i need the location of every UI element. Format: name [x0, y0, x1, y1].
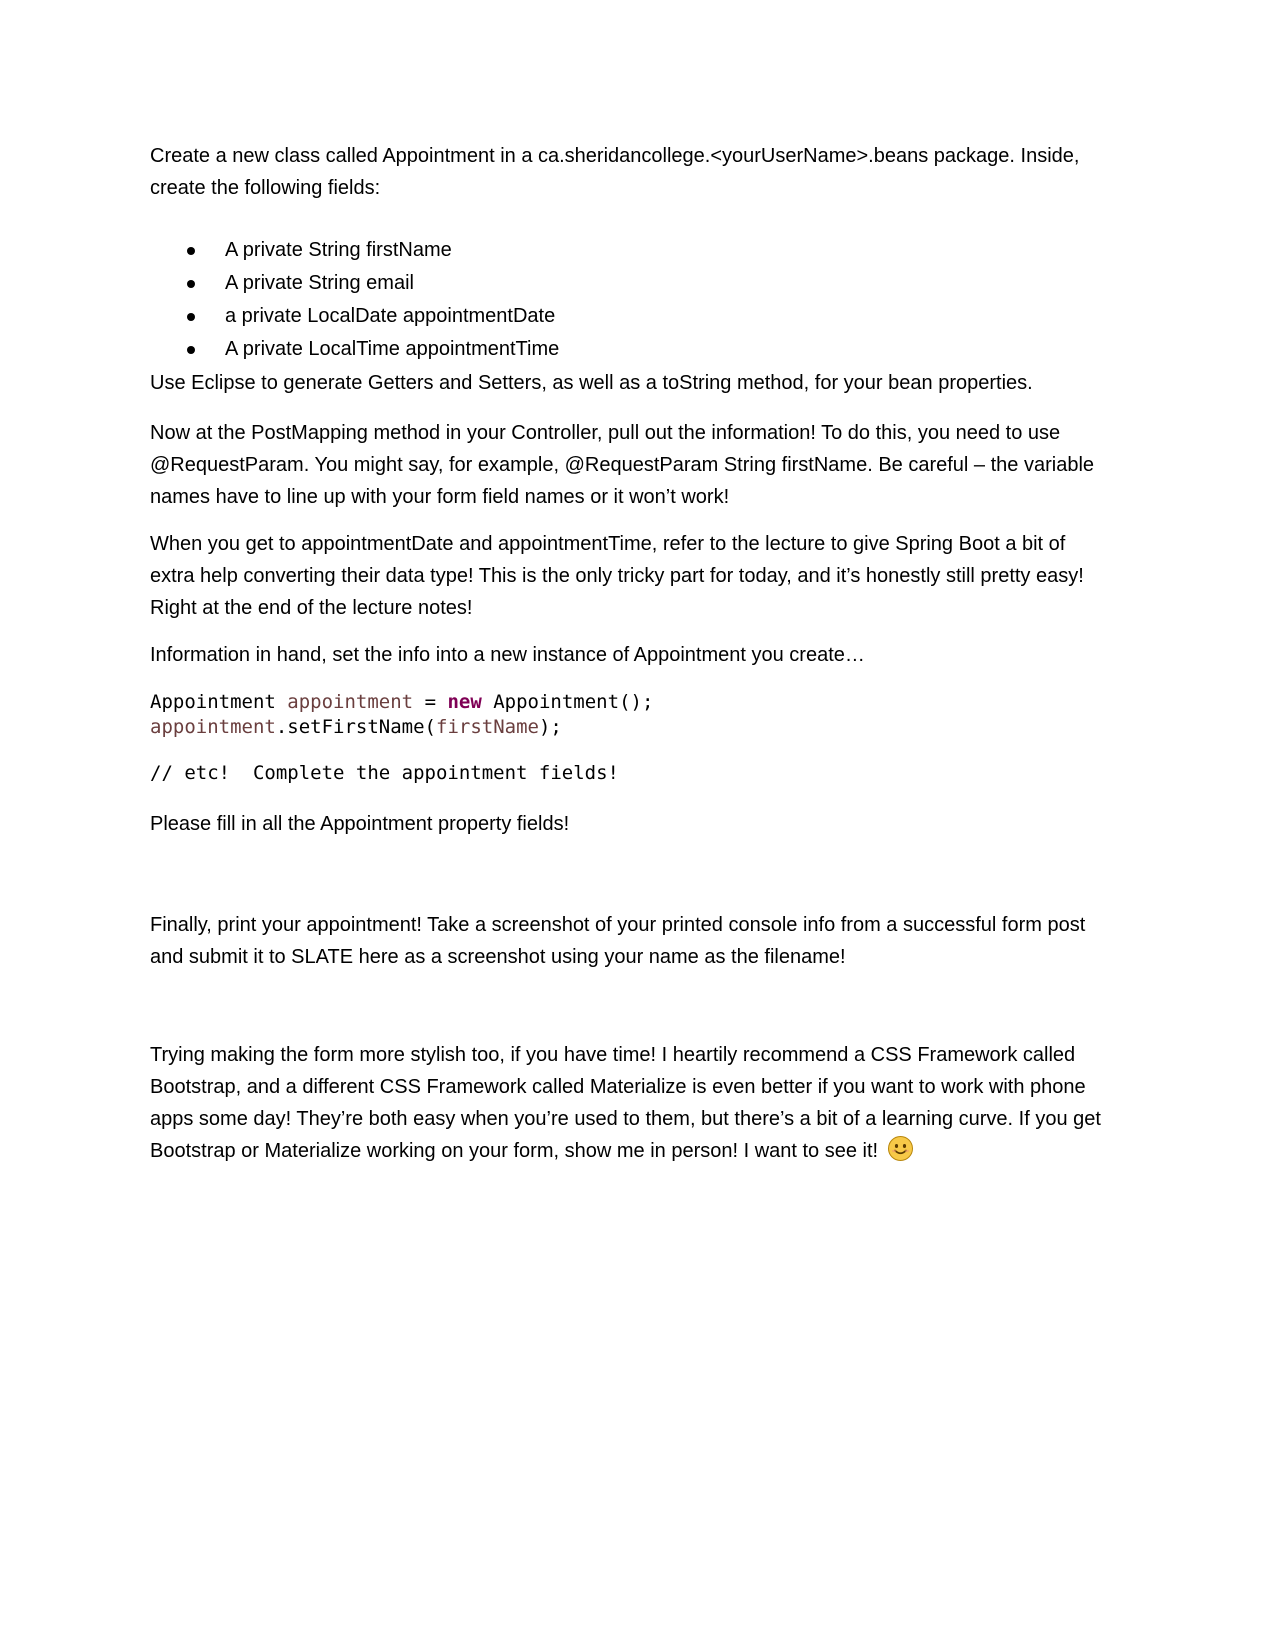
stylish-line-4: Bootstrap or Materialize working on your form, show me in person! I want to see it!: [150, 1140, 879, 1162]
postmapping-line-1: Now at the PostMapping method in your Controller, pull out the information! To do this, you need to use: [150, 422, 1061, 444]
fields-list: [150, 234, 559, 366]
code-keyword: new: [447, 691, 482, 713]
field-text: A private String email: [225, 272, 414, 294]
field-text: A private LocalTime appointmentTime: [225, 338, 560, 360]
code-end: );: [538, 716, 562, 738]
finally-paragraph: [150, 909, 1130, 973]
stylish-line-3: apps some day! They’re both easy when you’re used to them, but there’s a bit of a learning curve. If you get: [150, 1108, 1101, 1130]
stylish-line-2: Bootstrap, and a different CSS Framework called Materialize is even better if you want to work with phone: [150, 1076, 1086, 1098]
eclipse-paragraph: Use Eclipse to generate Getters and Setters, as well as a toString method, for your bean properties.: [150, 372, 1033, 394]
code-block: [150, 690, 653, 740]
date-time-line-2: extra help converting their data type! This is the only tricky part for today, and it’s honestly still pretty easy!: [150, 565, 1084, 587]
smiley-icon: [888, 1136, 913, 1161]
fill-in-paragraph: Please fill in all the Appointment property fields!: [150, 813, 570, 835]
code-variable: appointment: [150, 716, 276, 738]
list-item: [150, 333, 559, 366]
field-text: A private String firstName: [225, 239, 452, 261]
bullet-icon: [187, 346, 195, 354]
postmapping-paragraph: [150, 417, 1130, 513]
field-text: a private LocalDate appointmentDate: [225, 305, 556, 327]
stylish-paragraph: [150, 1039, 1130, 1167]
intro-paragraph: [150, 140, 1130, 204]
finally-line-2: and submit it to SLATE here as a screenshot using your name as the filename!: [150, 946, 846, 968]
code-type: Appointment: [150, 691, 276, 713]
stylish-line-1: Trying making the form more stylish too, if you have time! I heartily recommend a CSS Framework called: [150, 1044, 1076, 1066]
info-in-hand-paragraph: Information in hand, set the info into a new instance of Appointment you create…: [150, 644, 865, 666]
postmapping-line-3: names have to line up with your form field names or it won’t work!: [150, 486, 730, 508]
list-item: [150, 234, 559, 267]
date-time-paragraph: [150, 528, 1130, 624]
date-time-line-1: When you get to appointmentDate and appointmentTime, refer to the lecture to give Spring Boot a bit of: [150, 533, 1066, 555]
list-item: [150, 300, 559, 333]
intro-line-1: Create a new class called Appointment in a ca.sheridancollege.<yourUserName>.beans package. Inside,: [150, 145, 1080, 167]
list-item: [150, 267, 559, 300]
code-argument: firstName: [436, 716, 539, 738]
bullet-icon: [187, 247, 195, 255]
code-assign: =: [413, 691, 448, 713]
intro-line-2: create the following fields:: [150, 177, 381, 199]
code-variable: appointment: [287, 691, 414, 713]
bullet-icon: [187, 280, 195, 288]
code-method: .setFirstName(: [275, 716, 436, 738]
date-time-line-3: Right at the end of the lecture notes!: [150, 597, 473, 619]
postmapping-line-2: @RequestParam. You might say, for example, @RequestParam String firstName. Be careful – the variable: [150, 454, 1095, 476]
code-comment: // etc! Complete the appointment fields!: [150, 762, 619, 784]
bullet-icon: [187, 313, 195, 321]
code-constructor: Appointment();: [481, 691, 654, 713]
finally-line-1: Finally, print your appointment! Take a screenshot of your printed console info from a successful form post: [150, 914, 1086, 936]
